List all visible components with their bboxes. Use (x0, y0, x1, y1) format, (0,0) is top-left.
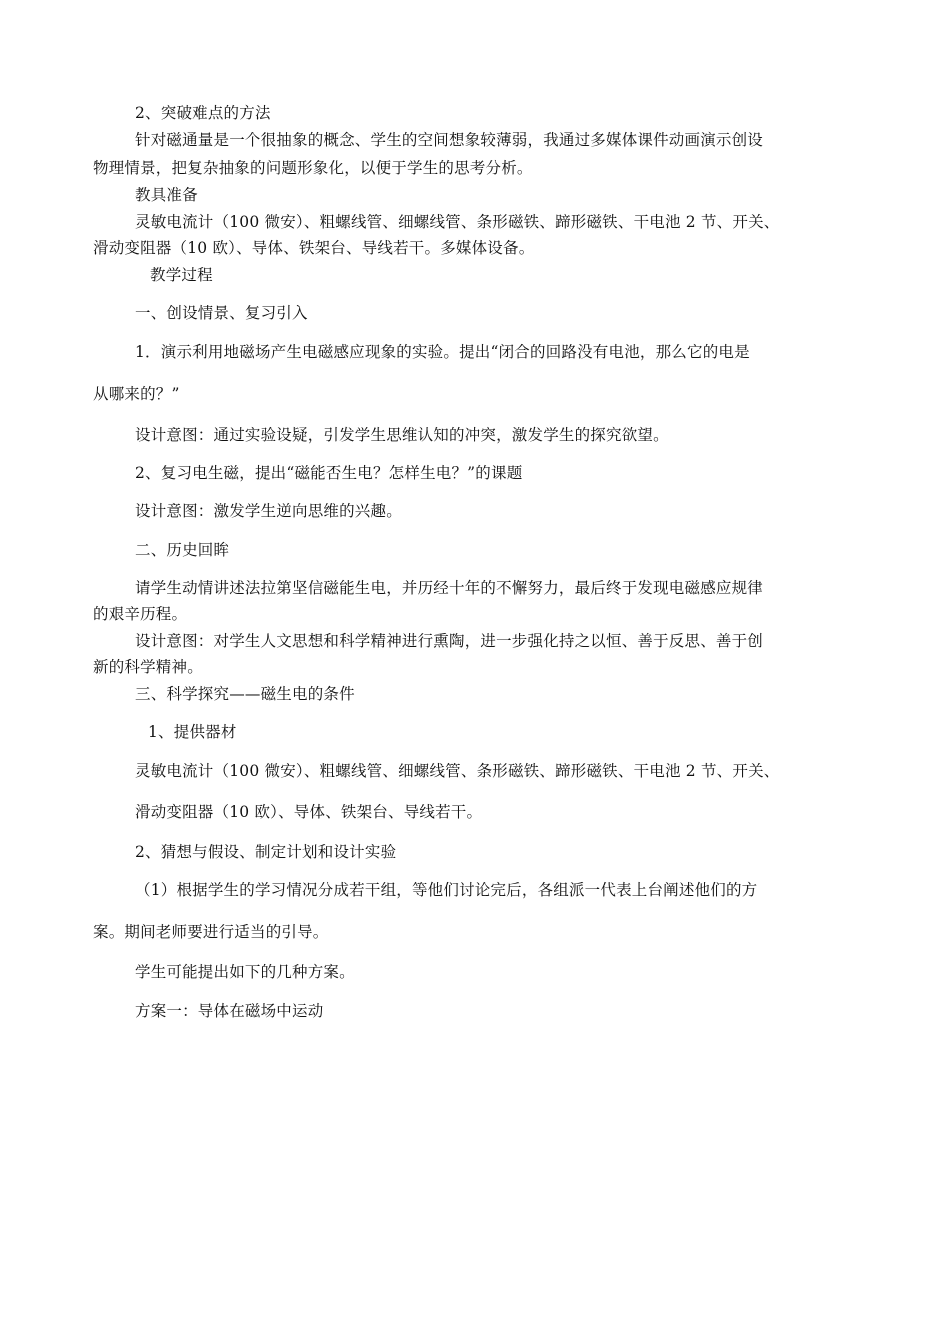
text-line-18: 新的科学精神。 (93, 658, 203, 676)
text-line-10: 从哪来的？” (93, 385, 180, 403)
text-line-26: 学生可能提出如下的几种方案。 (135, 963, 355, 981)
text-line-11: 设计意图：通过实验设疑，引发学生思维认知的冲突，激发学生的探究欲望。 (135, 426, 669, 444)
text-line-6: 滑动变阻器（10 欧）、导体、铁架台、导线若干。多媒体设备。 (93, 239, 535, 257)
text-line-8: 一、创设情景、复习引入 (135, 304, 308, 322)
text-line-25: 案。期间老师要进行适当的引导。 (93, 923, 329, 941)
text-line-7: 教学过程 (150, 266, 213, 284)
text-line-5: 灵敏电流计（100 微安）、粗螺线管、细螺线管、条形磁铁、蹄形磁铁、干电池 2 节、开关、 (135, 213, 780, 231)
text-line-14: 二、历史回眸 (135, 541, 230, 559)
text-line-24: （1）根据学生的学习情况分成若干组，等他们讨论完后，各组派一代表上台阐述他们的方 (135, 881, 758, 899)
text-line-27: 方案一：导体在磁场中运动 (135, 1002, 324, 1020)
text-line-21: 灵敏电流计（100 微安）、粗螺线管、细螺线管、条形磁铁、蹄形磁铁、干电池 2 节、开关、 (135, 762, 780, 780)
text-line-16: 的艰辛历程。 (93, 605, 188, 623)
text-line-4: 教具准备 (135, 186, 198, 204)
text-line-2: 针对磁通量是一个很抽象的概念、学生的空间想象较薄弱，我通过多媒体课件动画演示创设 (135, 131, 764, 149)
text-line-17: 设计意图：对学生人文思想和科学精神进行熏陶，进一步强化持之以恒、善于反思、善于创 (135, 632, 764, 650)
text-line-19: 三、科学探究——磁生电的条件 (135, 685, 355, 703)
text-line-9: 1．演示利用地磁场产生电磁感应现象的实验。提出“闭合的回路没有电池，那么它的电是 (135, 343, 750, 361)
text-line-3: 物理情景，把复杂抽象的问题形象化，以便于学生的思考分析。 (93, 159, 533, 177)
text-line-23: 2、猜想与假设、制定计划和设计实验 (135, 843, 397, 861)
text-line-13: 设计意图：激发学生逆向思维的兴趣。 (135, 502, 402, 520)
text-line-1: 2、突破难点的方法 (135, 104, 271, 122)
text-line-12: 2、复习电生磁，提出“磁能否生电？怎样生电？”的课题 (135, 464, 523, 482)
text-line-22: 滑动变阻器（10 欧）、导体、铁架台、导线若干。 (135, 803, 483, 821)
text-line-15: 请学生动情讲述法拉第坚信磁能生电，并历经十年的不懈努力，最后终于发现电磁感应规律 (135, 579, 764, 597)
text-line-20: 1、提供器材 (148, 723, 237, 741)
